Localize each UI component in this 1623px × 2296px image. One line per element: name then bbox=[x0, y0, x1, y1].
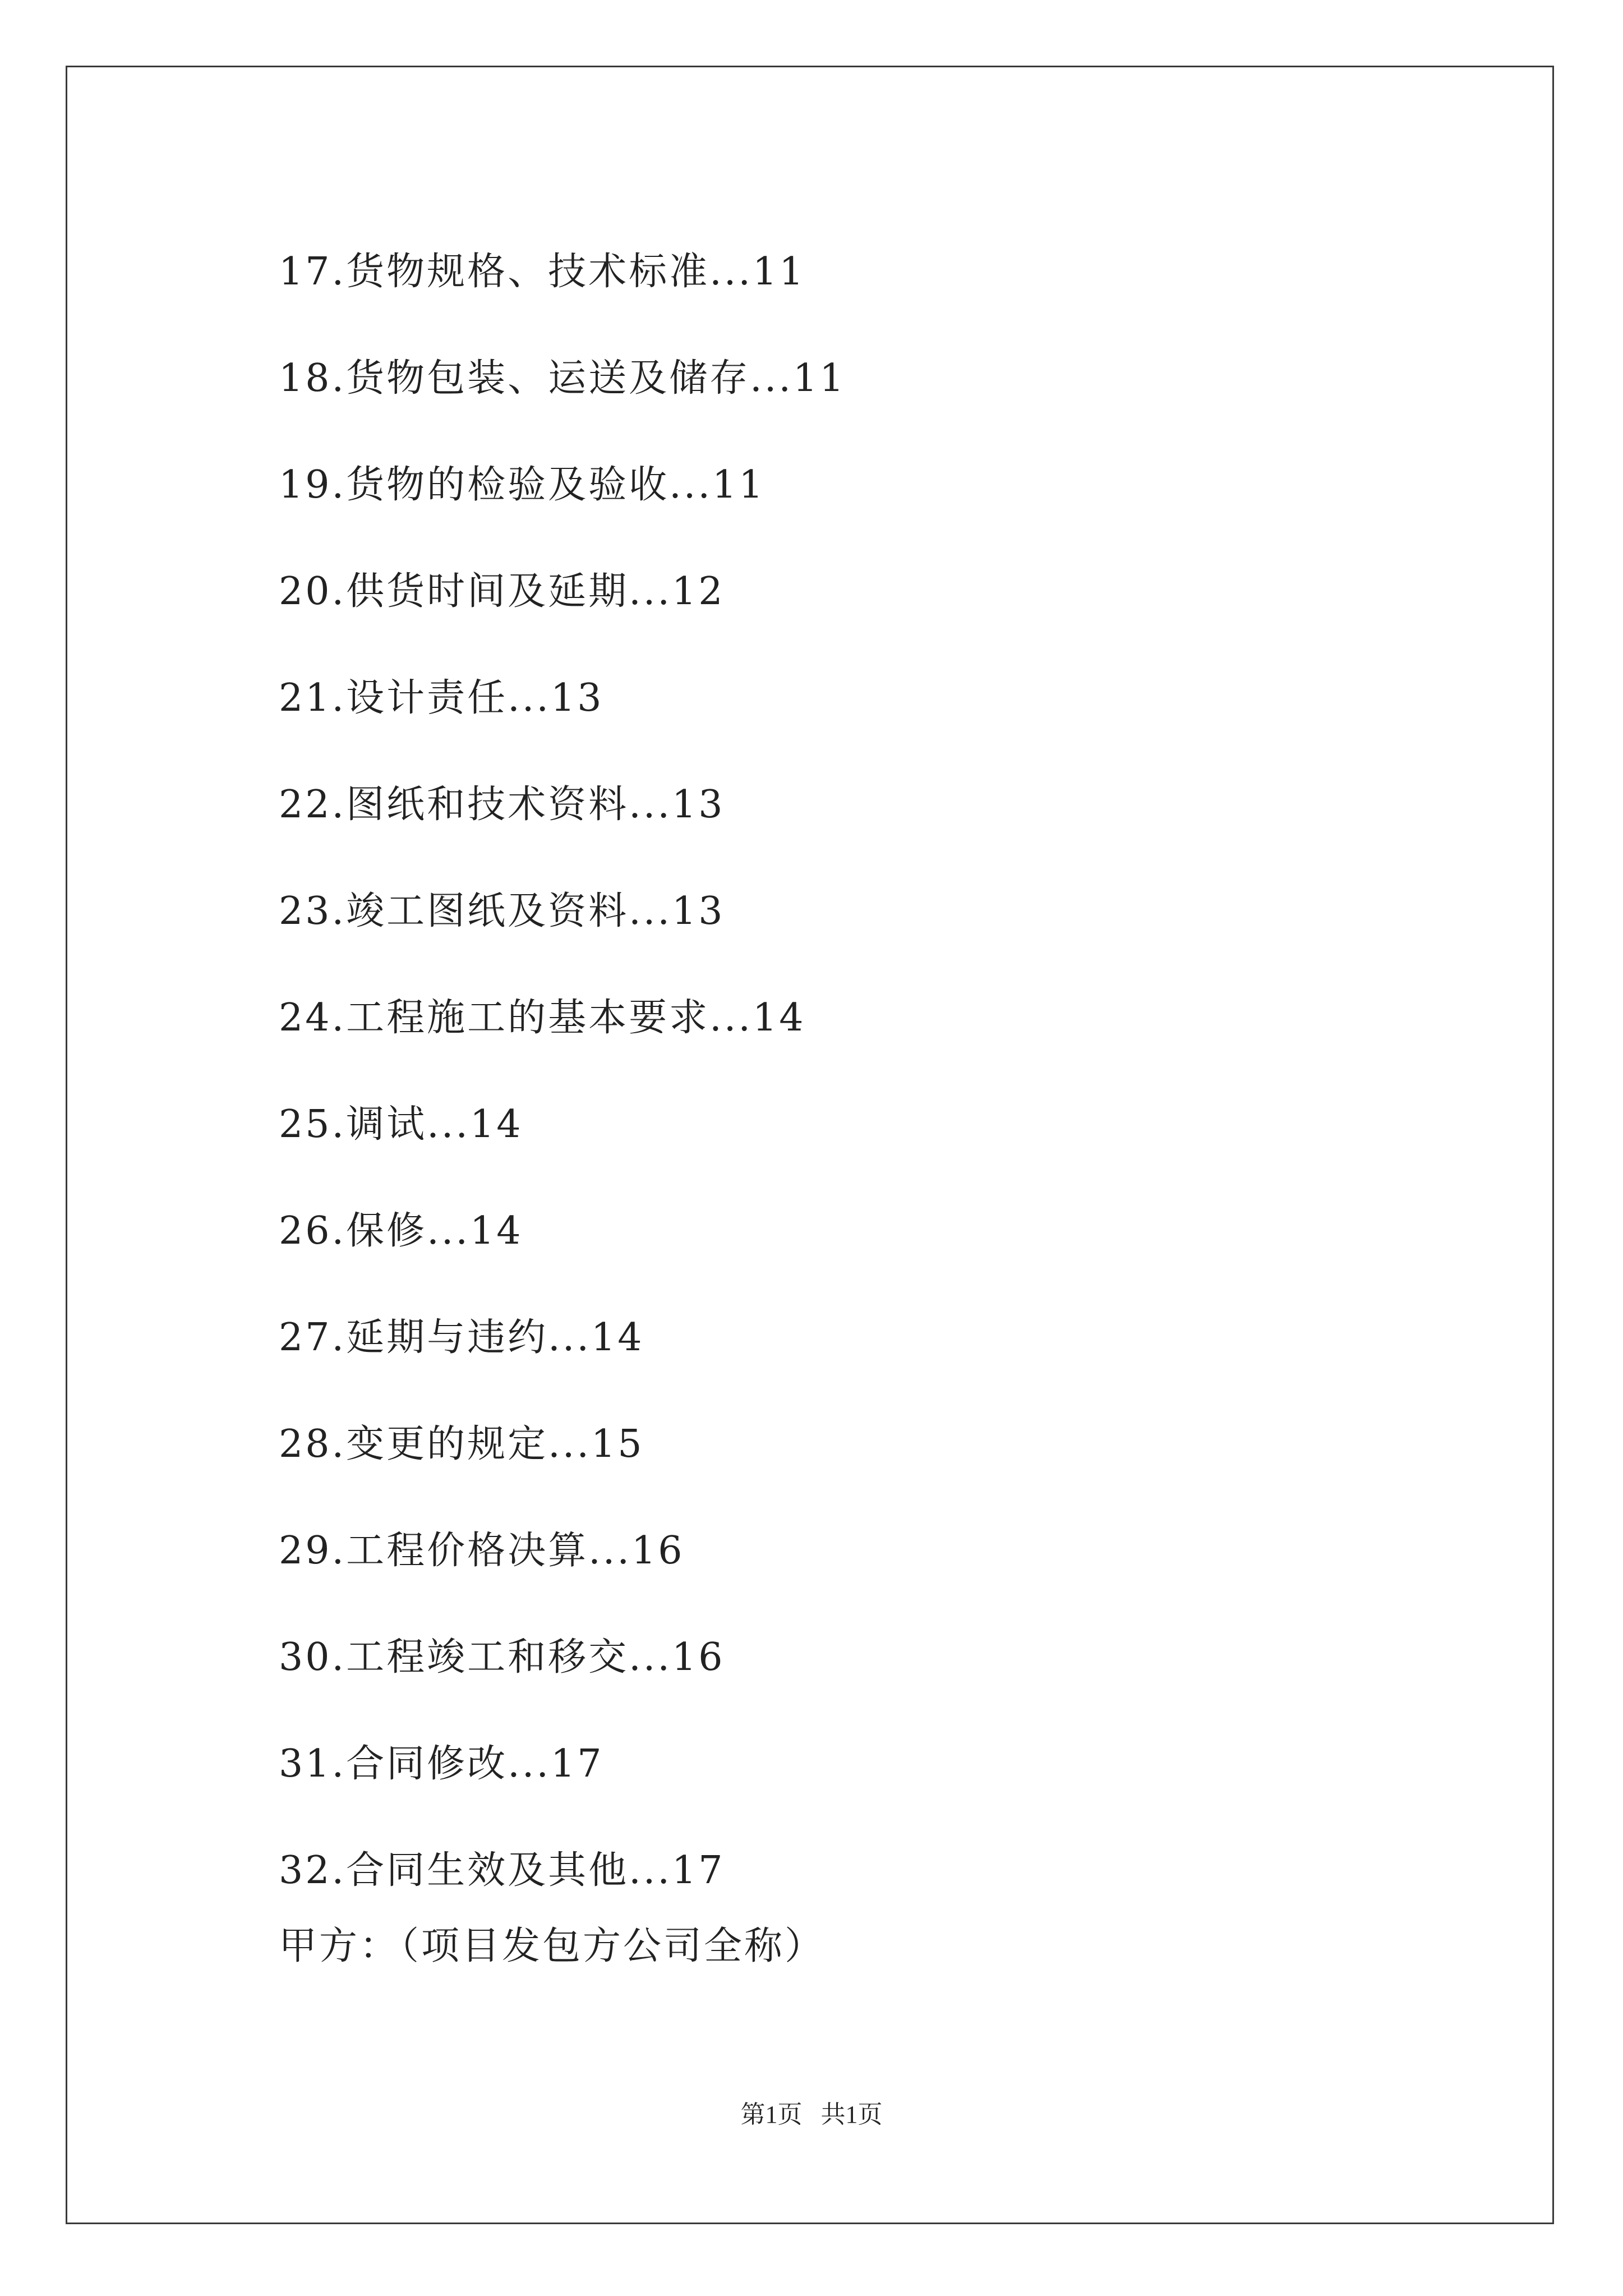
toc-entry-27: 27.延期与违约...14 bbox=[279, 1315, 644, 1360]
toc-entry-20: 20.供货时间及延期...12 bbox=[279, 569, 725, 614]
page-total: 共1页 bbox=[820, 2101, 883, 2128]
toc-entry-30: 30.工程竣工和移交...16 bbox=[279, 1635, 725, 1680]
toc-entry-24: 24.工程施工的基本要求...14 bbox=[279, 996, 806, 1040]
toc-entry-21: 21.设计责任...13 bbox=[279, 676, 604, 720]
toc-entry-25: 25.调试...14 bbox=[279, 1102, 523, 1147]
toc-entry-31: 31.合同修改...17 bbox=[279, 1742, 604, 1786]
toc-entry-19: 19.货物的检验及验收...11 bbox=[279, 463, 766, 507]
page-number: 第1页 bbox=[740, 2101, 803, 2128]
toc-entry-32: 32.合同生效及其他...17 bbox=[279, 1848, 725, 1893]
toc-entry-22: 22.图纸和技术资料...13 bbox=[279, 783, 725, 827]
toc-entry-29: 29.工程价格决算...16 bbox=[279, 1529, 685, 1573]
table-of-contents bbox=[279, 219, 846, 1924]
page-footer bbox=[0, 2098, 1623, 2132]
toc-entry-18: 18.货物包装、运送及储存...11 bbox=[279, 356, 846, 401]
toc-entry-26: 26.保修...14 bbox=[279, 1209, 523, 1253]
toc-entry-17: 17.货物规格、技术标准...11 bbox=[279, 250, 806, 294]
party-a-line: 甲方：（项目发包方公司全称） bbox=[279, 1924, 826, 1968]
toc-entry-23: 23.竣工图纸及资料...13 bbox=[279, 889, 725, 933]
toc-entry-28: 28.变更的规定...15 bbox=[279, 1422, 644, 1466]
